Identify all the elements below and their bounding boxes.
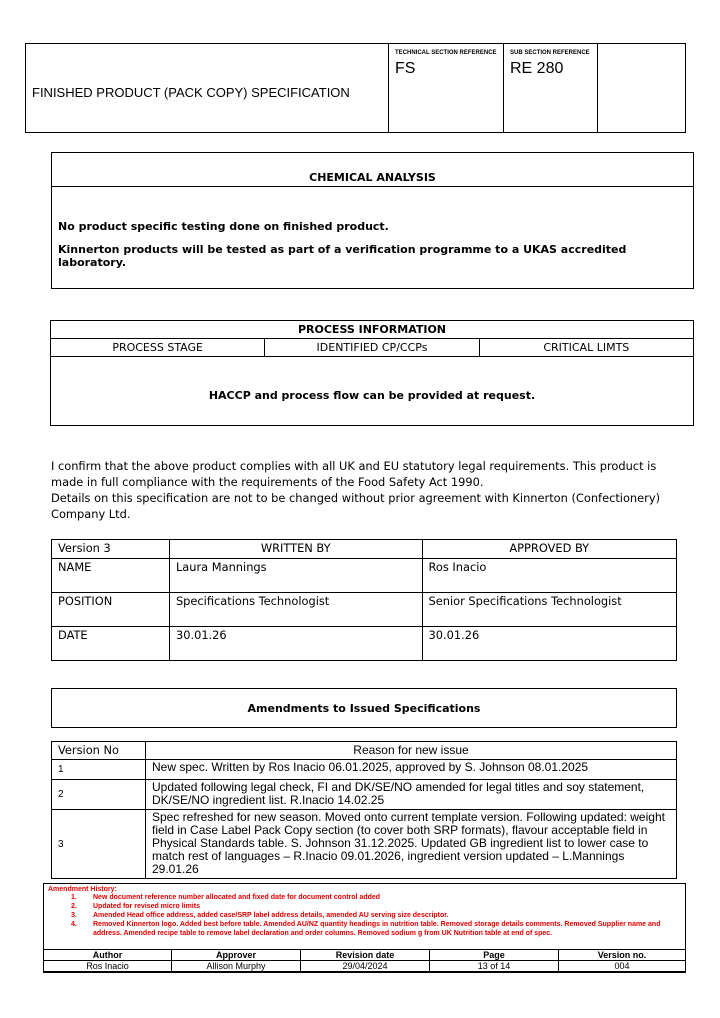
amendment-reason: Spec refreshed for new season. Moved onto current template version. Following updated: weight field in Case Label Pack Copy section (to cover both SRP formats), flavour acceptable field in Physical Standards table. S. Johnson 31.12.2025. Updated GB ingredient list to lower case to match rest of languages – R.Inacio 09.01.2026, ingredient version updated – L.Mannings 29.01.26 (146, 810, 677, 879)
amendment-row (52, 780, 677, 810)
footer-approver: Allison Murphy (172, 961, 301, 972)
signature-row-label: POSITION (52, 593, 170, 627)
signature-written-value: Specifications Technologist (169, 593, 422, 627)
haccp-note: HACCP and process flow can be provided at request. (208, 389, 536, 402)
footer-page-header: Page (430, 950, 559, 961)
chemical-analysis-line-1: No product specific testing done on finished product. (58, 220, 389, 233)
process-information-title: PROCESS INFORMATION (51, 321, 693, 339)
sub-section-label: SUB SECTION REFERENCE (510, 50, 590, 56)
amendments-table (51, 741, 677, 879)
history-item-text: Updated for revised micro limits (93, 903, 200, 910)
signature-table (51, 539, 677, 661)
signature-approved-value: 30.01.26 (422, 627, 677, 661)
amendment-history-list (44, 893, 685, 938)
signature-version: Version 3 (52, 540, 170, 559)
amendment-version-no: 3 (52, 810, 146, 879)
process-stage-header: PROCESS STAGE (112, 341, 203, 354)
process-information-section (50, 320, 694, 426)
footer-version: 004 (559, 961, 686, 972)
amendment-reason: Updated following legal check, FI and DK/SE/NO amended for legal titles and soy statement, DK/SE/NO ingredient list. R.Inacio 14.02.25 (146, 780, 677, 810)
sub-section-value: RE 280 (510, 60, 564, 77)
chemical-analysis-title: CHEMICAL ANALYSIS (52, 153, 693, 187)
signature-written-value: 30.01.26 (169, 627, 422, 661)
history-item (44, 920, 685, 938)
sub-section-cell (504, 44, 598, 133)
history-item-number: 4. (71, 921, 77, 928)
footer-author: Ros Inacio (44, 961, 172, 972)
approved-by-header: APPROVED BY (422, 540, 677, 559)
signature-row-label: NAME (52, 559, 170, 593)
technical-section-label: TECHNICAL SECTION REFERENCE (395, 50, 497, 56)
history-item (44, 893, 685, 902)
history-item-number: 1. (71, 894, 77, 901)
chemical-analysis-line-2: Kinnerton products will be tested as part of a verification programme to a UKAS accredited laboratory. (58, 243, 627, 269)
amendment-reason: New spec. Written by Ros Inacio 06.01.2025, approved by S. Johnson 08.01.2025 (146, 760, 677, 780)
history-item-number: 3. (71, 912, 77, 919)
identified-ccps-header: IDENTIFIED CP/CCPs (264, 339, 478, 356)
signature-row-label: DATE (52, 627, 170, 661)
document-title: FINISHED PRODUCT (PACK COPY) SPECIFICATION (26, 44, 389, 133)
reason-header: Reason for new issue (146, 742, 677, 760)
critical-limits-header: CRITICAL LIMTS (479, 339, 693, 356)
footer-page: 13 of 14 (430, 961, 559, 972)
document-header (25, 43, 686, 133)
footer-revision-date: 29/04/2024 (301, 961, 430, 972)
signature-approved-value: Ros Inacio (422, 559, 677, 593)
technical-section-cell (389, 44, 504, 133)
footer-revision-header: Revision date (301, 950, 430, 961)
footer-approver-header: Approver (172, 950, 301, 961)
history-item-text: New document reference number allocated and fixed date for document control added (93, 894, 381, 901)
technical-section-value: FS (395, 60, 416, 77)
chemical-analysis-section (51, 152, 694, 289)
history-item-number: 2. (71, 903, 77, 910)
amendment-version-no: 1 (52, 760, 146, 780)
history-item-text: Removed Kinnerton logo. Added best before table. Amended AU/NZ quantity headings in nutrition table. Removed storage details comments. Removed Supplier name and address. Amended recipe table to remove label declaration and order columns. Removed sodium g from UK Nutrition table at end of spec. (93, 921, 661, 937)
footer-author-header: Author (44, 950, 172, 961)
signature-row (52, 559, 677, 593)
amendment-row (52, 810, 677, 879)
history-item (44, 902, 685, 911)
signature-row (52, 593, 677, 627)
history-item-text: Amended Head office address, added case/SRP label address details, amended AU serving size descriptor. (93, 912, 449, 919)
compliance-paragraph-1: I confirm that the above product complies with all UK and EU statutory legal requirements. This product is made in full compliance with the requirements of the Food Safety Act 1990. (51, 459, 657, 489)
written-by-header: WRITTEN BY (169, 540, 422, 559)
amendments-title: Amendments to Issued Specifications (51, 688, 677, 728)
history-item (44, 911, 685, 920)
signature-written-value: Laura Mannings (169, 559, 422, 593)
footer-version-header: Version no. (559, 950, 686, 961)
amendment-version-no: 2 (52, 780, 146, 810)
signature-row (52, 627, 677, 661)
amendment-row (52, 760, 677, 780)
version-no-header: Version No (52, 742, 146, 760)
document-control-footer (43, 949, 686, 972)
compliance-statement (51, 458, 681, 522)
compliance-paragraph-2: Details on this specification are not to be changed without prior agreement with Kinnerton (Confectionery) Company Ltd. (51, 491, 661, 521)
signature-approved-value: Senior Specifications Technologist (422, 593, 677, 627)
amendment-history-title: Amendment History: (48, 886, 117, 893)
header-blank-cell (598, 44, 686, 133)
process-columns (51, 339, 693, 357)
